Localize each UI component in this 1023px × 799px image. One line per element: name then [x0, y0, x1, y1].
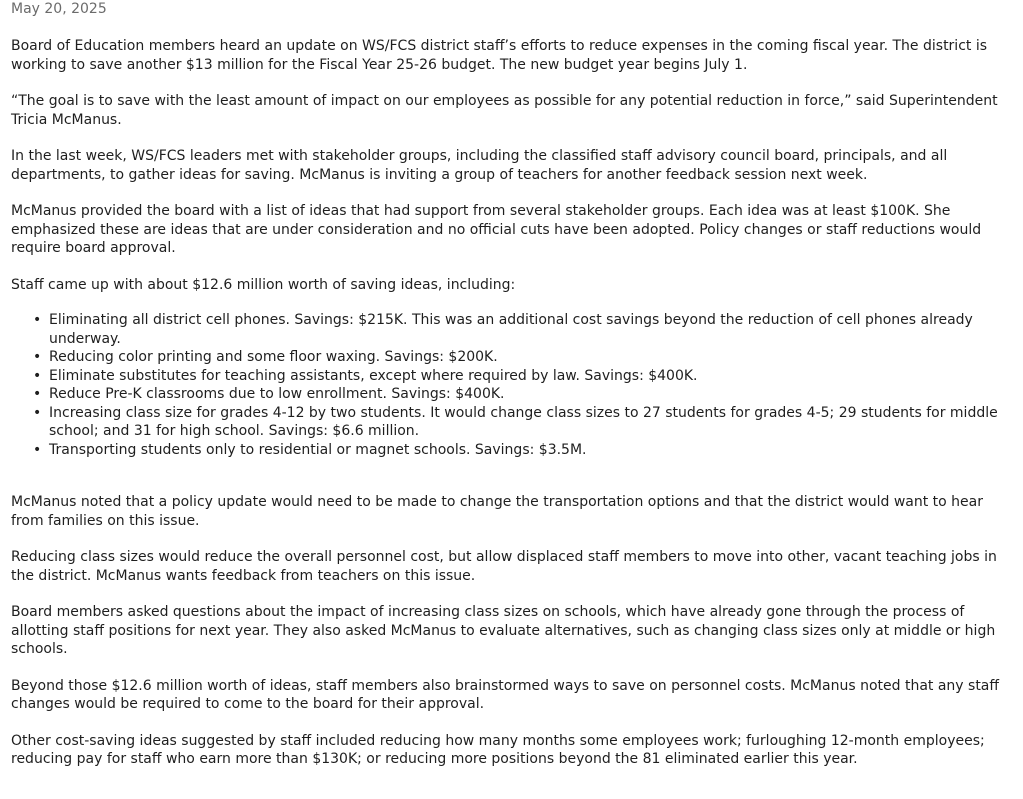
- list-item: [33, 348, 1013, 367]
- list-item: [33, 311, 1013, 348]
- bullet-icon: •: [33, 367, 42, 384]
- paragraph-quote: “The goal is to save with the least amount of impact on our employees as possible for any potential reduction in force,” said Superintendent Tricia McManus.: [11, 93, 998, 128]
- list-item-text: Eliminate substitutes for teaching assistants, except where required by law. Savings: $400K.: [49, 367, 698, 384]
- paragraph-personnel: Beyond those $12.6 million worth of ideas, staff members also brainstormed ways to save on personnel costs. McManus noted that any staff changes would be required to come to the board for their approval.: [11, 677, 1000, 712]
- list-item-text: Eliminating all district cell phones. Savings: $215K. This was an additional cost savings beyond the reduction of cell phones already underway.: [49, 312, 973, 347]
- paragraph-other-ideas: Other cost-saving ideas suggested by staff included reducing how many months some employees work; furloughing 12-month employees; reducing pay for staff who earn more than $130K; or reducing more positions beyond the 81 eliminated earlier this year.: [11, 732, 985, 767]
- list-item: [33, 367, 1013, 386]
- article-date: May 20, 2025: [11, 1, 107, 17]
- list-item: [33, 385, 1013, 404]
- list-item: [33, 404, 1013, 441]
- paragraph-intro: Board of Education members heard an update on WS/FCS district staff’s efforts to reduce expenses in the coming fiscal year. The district is working to save another $13 million for the Fiscal Year 25-26 budget. The new budget year begins July 1.: [11, 38, 988, 73]
- list-item-text: Increasing class size for grades 4-12 by two students. It would change class sizes to 27 students for grades 4-5; 29 students for middle school; and 31 for high school. Savings: $6.6 million.: [49, 404, 998, 439]
- bullet-icon: •: [33, 349, 42, 365]
- paragraph-board-questions: Board members asked questions about the impact of increasing class sizes on schools, which have already gone through the process of allotting staff positions for next year. They also asked McManus to evaluate alternatives, such as changing class sizes only at middle or high schools.: [11, 604, 996, 657]
- bullet-icon: •: [33, 441, 42, 458]
- list-item: [33, 441, 1013, 460]
- paragraph-transportation: McManus noted that a policy update would need to be made to change the transportation options and that the district would want to hear from families on this issue.: [11, 494, 984, 529]
- list-item-text: Reduce Pre-K classrooms due to low enrollment. Savings: $400K.: [49, 386, 505, 402]
- paragraph-class-sizes: Reducing class sizes would reduce the overall personnel cost, but allow displaced staff members to move into other, vacant teaching jobs in the district. McManus wants feedback from teachers on this issue.: [11, 549, 997, 584]
- bullet-icon: •: [33, 386, 42, 402]
- paragraph-ideas: McManus provided the board with a list of ideas that had support from several stakeholder groups. Each idea was at least $100K. She emphasized these are ideas that are under consideration and no official cuts have been adopted. Policy changes or staff reductions would require board approval.: [11, 203, 982, 256]
- paragraph-stakeholders: In the last week, WS/FCS leaders met with stakeholder groups, including the classified staff advisory council board, principals, and all departments, to gather ideas for saving. McManus is inviting a group of teachers for another feedback session next week.: [11, 148, 948, 183]
- list-item-text: Reducing color printing and some floor waxing. Savings: $200K.: [49, 349, 498, 365]
- paragraph-list-intro: Staff came up with about $12.6 million worth of saving ideas, including:: [11, 276, 516, 293]
- bullet-icon: •: [33, 312, 42, 328]
- bullet-icon: •: [33, 404, 42, 421]
- savings-list: [11, 311, 1013, 459]
- list-item-text: Transporting students only to residential or magnet schools. Savings: $3.5M.: [49, 441, 587, 458]
